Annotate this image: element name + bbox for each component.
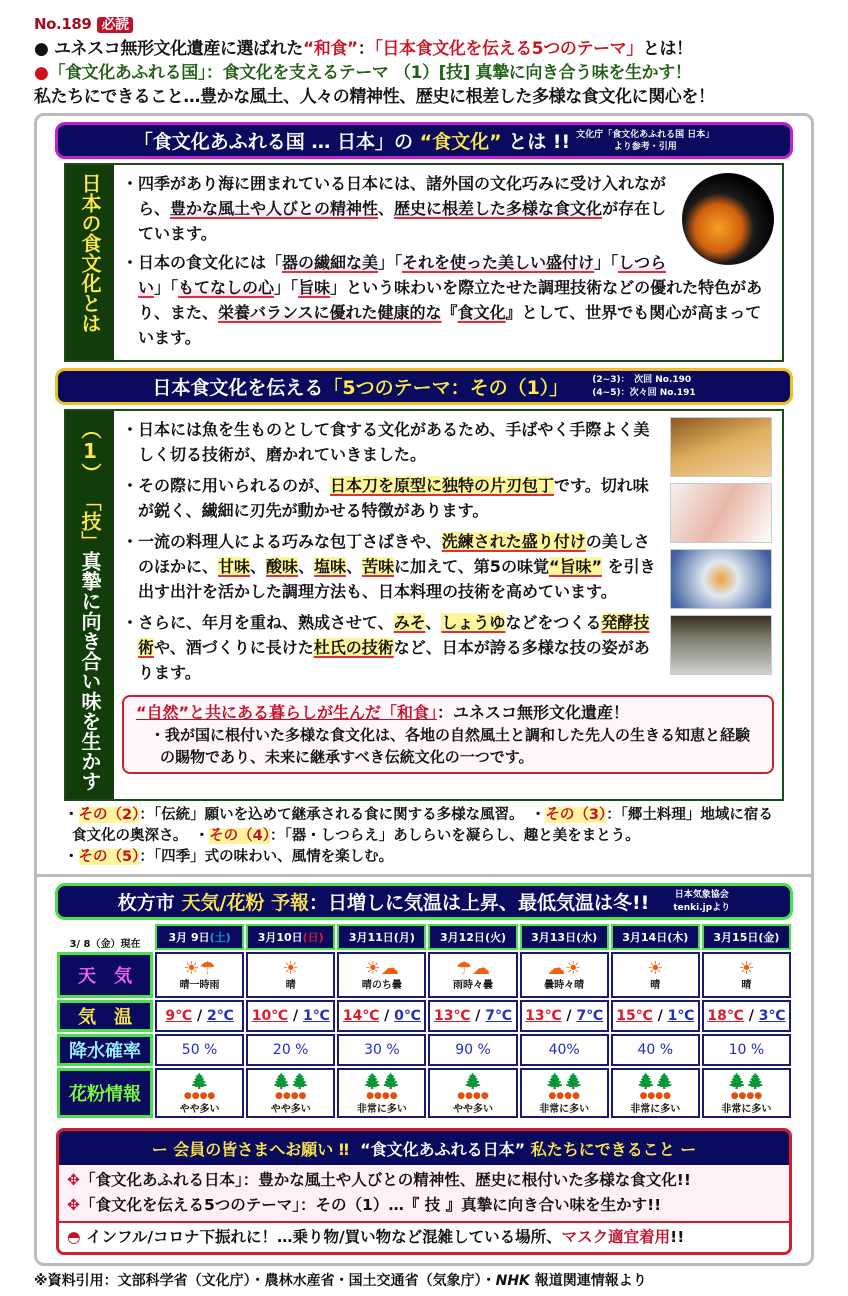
text-segment: 」「: [594, 253, 619, 272]
side-label: [66, 411, 114, 799]
high-temp: 14℃: [342, 1008, 380, 1024]
weather-title-bar: [55, 883, 793, 920]
text-segment: 酸味: [266, 557, 299, 576]
text-segment: その（2）: [78, 807, 140, 823]
weather-cell: [155, 952, 244, 998]
section1-title-bar: [55, 122, 793, 159]
text-segment: 」という味わいを際立たせた調理技術などの優れた特色があり、また、: [138, 278, 763, 322]
weather-icon: ☂☁: [455, 958, 491, 979]
day-of-week: (土): [209, 931, 231, 944]
text-segment: その（5）: [78, 849, 140, 865]
day-of-week: (火): [484, 931, 506, 944]
paragraph: [122, 250, 774, 350]
day-of-week: (木): [667, 931, 689, 944]
number: No.189: [34, 15, 92, 33]
t: “和食”: [302, 39, 358, 59]
source-line: より参考・引用: [613, 141, 677, 152]
date-header: [155, 924, 244, 950]
label-pollen: 花粉情報: [57, 1068, 153, 1118]
temp-cell: 13℃ / 7℃: [520, 1000, 609, 1032]
diamond-icon: ✥: [67, 1171, 80, 1189]
date: 3月14日: [622, 931, 668, 944]
title: とは !!: [508, 131, 571, 153]
text-segment: など、日本が誇る多様な技の姿があります。: [138, 638, 650, 682]
sashimi-plate-image: [670, 549, 772, 609]
weather-row: [57, 952, 791, 998]
day-of-week: (金): [758, 931, 780, 944]
pollen-level-dots: ●●●●: [639, 1091, 671, 1101]
pollen-cell: [520, 1068, 609, 1118]
rain-cell: 20 %: [246, 1034, 335, 1066]
t: 「日本食文化を伝える5つのテーマ」: [374, 39, 643, 59]
pollen-tree-icon: 🌲🌲: [363, 1072, 401, 1090]
text-segment: が存在しています。: [138, 199, 667, 243]
pollen-level: 非常に多い: [356, 1104, 407, 1115]
rain-cell: 30 %: [337, 1034, 426, 1066]
paragraph: [122, 473, 662, 523]
text-segment: 」「: [274, 278, 299, 297]
date-header: [520, 924, 609, 950]
title: 「食文化あふれる国 … 日本」の: [133, 131, 413, 153]
t: ：日増しに気温は上昇、最低気温は冬!!: [309, 892, 650, 914]
paragraph: [122, 529, 662, 604]
t: ※資料引用：文部科学省（文化庁）・農林水産省・国土交通省（気象庁）・: [34, 1273, 496, 1289]
text-segment: ・: [64, 807, 79, 823]
t: 真摯に向き合い味を生かす: [78, 551, 102, 791]
headline-2: [34, 61, 814, 85]
low-temp: 1℃: [303, 1008, 330, 1024]
t: !!: [670, 1228, 685, 1246]
temp-cell: 14℃ / 0℃: [337, 1000, 426, 1032]
pollen-tree-icon: 🌲🌲: [727, 1072, 766, 1090]
label-temp: 気 温: [57, 1000, 153, 1032]
diamond-icon: ✥: [67, 1196, 80, 1214]
headline-1: [34, 37, 814, 61]
t: 私たちにできること ー: [530, 1139, 697, 1159]
text-segment: などをつくる: [505, 613, 602, 632]
low-temp: 2℃: [207, 1008, 234, 1024]
text-segment: ・さらに、年月を重ね、熟成させて、: [122, 613, 394, 632]
t: 「食文化を伝える5つのテーマ」：その（1）…『 技 』真摯に向き合い味を生かす!!: [80, 1196, 662, 1214]
lacquer-bowl-image: [682, 173, 774, 265]
next-issues: [592, 374, 695, 400]
high-temp: 18℃: [707, 1008, 744, 1024]
source-line: 文化庁「食文化あふれる国 日本」: [576, 129, 715, 140]
pollen-cell: [155, 1068, 244, 1118]
t: マスク適宜着用: [561, 1228, 671, 1246]
text-segment: に加えて、第5の味覚: [394, 557, 549, 576]
text-segment: “旨味”: [548, 557, 602, 576]
next: (2~3)： 次回 No.190: [592, 374, 692, 385]
source: [673, 889, 730, 915]
text-segment: 旨味: [298, 278, 331, 297]
text-segment: です。切れ味が鋭く、繊細に刃先が動かせる特徴があります。: [138, 476, 649, 520]
next: (4~5)：次々回 No.191: [592, 387, 696, 398]
t: インフル/コロナ下振れに！…乗り物/買い物など混雑している場所、: [85, 1228, 562, 1246]
request-item: [67, 1168, 781, 1193]
rain-row: [57, 1034, 791, 1066]
pollen-level-dots: ●●●●: [275, 1091, 307, 1101]
divider: [37, 874, 811, 877]
text-segment: しつらい: [138, 253, 667, 297]
text-segment: 塩味: [314, 557, 347, 576]
t: 「食文化あふれる国」：食文化を支えるテーマ （1）[技] 真摯に向き合う味を生かす！: [48, 63, 692, 83]
rain-cell: 40%: [520, 1034, 609, 1066]
text-segment: その（4）: [209, 828, 271, 844]
rain-cell: 40 %: [611, 1034, 700, 1066]
pollen-level: やや多い: [270, 1104, 311, 1115]
pollen-level-dots: ●●●●: [548, 1091, 580, 1101]
paragraph: [122, 417, 662, 467]
weather-icon: ☀: [647, 958, 664, 979]
paragraph: [64, 805, 784, 847]
s: tenki.jpより: [673, 902, 731, 913]
low-temp: 7℃: [485, 1008, 512, 1024]
low-temp: 1℃: [667, 1008, 695, 1024]
text-segment: 、: [298, 557, 315, 576]
text-segment: ：「四季」式の味わい、風情を楽しむ。: [139, 849, 394, 865]
pollen-tree-icon: 🌲: [463, 1072, 483, 1090]
day-of-week: (水): [576, 931, 598, 944]
text-segment: 発酵技術: [138, 613, 650, 657]
request-items: [59, 1165, 789, 1223]
pollen-cell: [702, 1068, 791, 1118]
day-of-week: (月): [393, 931, 415, 944]
pollen-tree-icon: 🌲🌲: [545, 1072, 583, 1090]
t: 天気/花粉 予報: [181, 892, 309, 914]
paragraph: [64, 847, 784, 868]
section2-text: [122, 417, 662, 689]
s: 日本気象協会: [674, 889, 729, 900]
section2-title-bar: [55, 368, 793, 405]
weather-cell: [246, 952, 335, 998]
text-segment: 、: [346, 557, 363, 576]
high-temp: 13℃: [525, 1008, 562, 1024]
date: 3月13日: [531, 931, 577, 944]
text-segment: 甘味: [218, 557, 251, 576]
unesco-box: [122, 695, 774, 774]
t: ● ユネスコ無形文化遺産に選ばれた: [34, 39, 303, 59]
text-segment: みそ: [393, 613, 426, 632]
paragraph: [122, 171, 774, 246]
unesco-body: ・我が国に根付いた多様な食文化は、各地の自然風土と調和した先人の生きる知恵と経験の賜物であり、未来に継承すべき伝統文化の一つです。: [150, 726, 751, 766]
t: とは！: [642, 39, 693, 59]
rain-cell: 50 %: [155, 1034, 244, 1066]
text-segment: 」「: [154, 278, 179, 297]
text-segment: 、: [250, 557, 267, 576]
text-segment: 、: [378, 199, 395, 218]
photo-column: [670, 417, 774, 689]
temp-cell: 13℃ / 7℃: [428, 1000, 517, 1032]
t: 「食文化あふれる日本」：豊かな風土や人びとの精神性、歴史に根付いた多様な食文化!!: [80, 1171, 691, 1189]
condition: 晴: [285, 980, 296, 991]
text-segment: 歴史に根差した多様な食文化: [394, 199, 603, 218]
bullet: ●: [34, 63, 49, 83]
request-box: [56, 1128, 792, 1255]
high-temp: 13℃: [433, 1008, 471, 1024]
text-segment: ・: [64, 849, 79, 865]
pollen-cell: [428, 1068, 517, 1118]
headline-3: 私たちにできること…豊かな風土、人々の精神性、歴史に根差した多様な食文化に関心を！: [34, 87, 715, 107]
date-header: [611, 924, 700, 950]
t: （1）: [78, 419, 102, 483]
text-segment: 器の繊細な美: [282, 253, 379, 272]
label-rain: 降水確率: [57, 1034, 153, 1066]
high-temp: 9℃: [165, 1008, 193, 1024]
t: ー 会員の皆さまへお願い ‼: [151, 1139, 349, 1159]
section2-content: [114, 411, 782, 799]
high-temp: 15℃: [616, 1008, 653, 1024]
condition: 晴: [650, 980, 661, 991]
condition: 晴一時雨: [179, 980, 220, 991]
text-segment: 、: [425, 613, 442, 632]
temp-cell: 10℃ / 1℃: [246, 1000, 335, 1032]
pollen-level-dots: ●●●●: [366, 1091, 398, 1101]
as-of-date: 3/ 8（金）現在: [57, 924, 153, 950]
section2-box: [64, 409, 784, 801]
text-segment: 食文化: [457, 303, 506, 322]
text-segment: の美しさのほかに、: [138, 532, 650, 576]
text-segment: 」「: [378, 253, 403, 272]
weather-icon: ☁☀: [547, 958, 582, 979]
high-temp: 10℃: [251, 1008, 289, 1024]
pollen-tree-icon: 🌲: [190, 1072, 209, 1090]
temp-row: [57, 1000, 791, 1032]
pollen-tree-icon: 🌲🌲: [272, 1072, 310, 1090]
weather-cell: [428, 952, 517, 998]
text-segment: や、酒づくりに長けた: [154, 638, 314, 657]
text-segment: 洗練された盛り付け: [441, 532, 586, 551]
text-segment: 苦味: [362, 557, 395, 576]
text-segment: もてなしの心: [178, 278, 275, 297]
condition: 晴: [741, 980, 752, 991]
date-header: [428, 924, 517, 950]
pollen-level: やや多い: [452, 1104, 493, 1115]
pollen-level: やや多い: [179, 1104, 220, 1115]
rain-cell: 90 %: [428, 1034, 517, 1066]
pollen-cell: [337, 1068, 426, 1118]
t: ：ユネスコ無形文化遺産！: [437, 703, 630, 722]
text-segment: 』として、世界でも関心が高まっています。: [138, 303, 762, 347]
weather-cell: [337, 952, 426, 998]
text-segment: ：「器・しつらえ」あしらいを凝らし、趣と美をまとう。: [270, 828, 640, 844]
weather-cell: [520, 952, 609, 998]
mask-icon: ◓: [67, 1228, 81, 1246]
hands-image: [670, 483, 772, 543]
condition: 曇時々晴: [544, 980, 585, 991]
condition: 晴のち曇: [361, 980, 402, 991]
text-segment: 日本刀を原型に独特の片刃包丁: [330, 476, 555, 495]
pollen-row: [57, 1068, 791, 1118]
request-title: [59, 1131, 789, 1165]
text-segment: ・一流の料理人による巧みな包丁さばきや、: [122, 532, 442, 551]
title: 「5つのテーマ：その（1）」: [323, 377, 569, 399]
pollen-tree-icon: 🌲🌲: [636, 1072, 674, 1090]
brewing-image: [670, 615, 772, 675]
date: 3月12日: [439, 931, 485, 944]
date: 3月11日: [348, 931, 394, 944]
t: 「技」: [78, 491, 102, 551]
pollen-level-dots: ●●●●: [730, 1091, 763, 1101]
date: 3月 9日: [168, 931, 210, 944]
section2-row: [122, 417, 774, 689]
date-header: [337, 924, 426, 950]
date-header: [246, 924, 335, 950]
text-segment: その（3）: [545, 807, 607, 823]
weather-table: [55, 922, 793, 1120]
side-label: 日本の食文化とは: [66, 165, 114, 360]
issue-number: [34, 12, 814, 37]
date-header-row: [57, 924, 791, 950]
source: [576, 129, 714, 153]
rain-cell: 10 %: [702, 1034, 791, 1066]
must-read-badge: 必読: [97, 17, 132, 33]
weather-icon: ☀: [282, 958, 299, 979]
condition: 雨時々曇: [452, 980, 493, 991]
t: 報道関連情報より: [534, 1273, 647, 1289]
weather-icon: ☀☁: [364, 958, 399, 979]
text-segment: それを使った美しい盛付け: [402, 253, 595, 272]
pollen-level-dots: ●●●●: [183, 1091, 216, 1101]
low-temp: 7℃: [576, 1008, 604, 1024]
text-segment: ・その際に用いられるのが、: [122, 476, 331, 495]
text-segment: 『: [441, 303, 458, 322]
request-item-mask: [59, 1223, 789, 1252]
text-segment: ・四季があり海に囲まれている日本には、諸外国の文化巧みに受け入れながら、: [122, 174, 667, 218]
text-segment: ：「伝統」願いを込めて継承される食に関する多様な風習。 ・: [139, 807, 546, 823]
pollen-level: 非常に多い: [721, 1104, 772, 1115]
footer-sources: [34, 1270, 814, 1290]
temp-cell: 9℃ / 2℃: [155, 1000, 244, 1032]
weather-icon: ☀: [738, 958, 755, 979]
label-weather: 天 気: [57, 952, 153, 998]
date: 3月10日: [257, 931, 303, 944]
date-header: [702, 924, 791, 950]
section1-text: [114, 165, 782, 360]
weather-cell: [611, 952, 700, 998]
text-segment: 栄養バランスに優れた健康的な: [218, 303, 442, 322]
paragraph: [122, 610, 662, 685]
title: 日本食文化を伝える: [152, 377, 324, 399]
pollen-cell: [246, 1068, 335, 1118]
low-temp: 0℃: [394, 1008, 421, 1024]
text-segment: ・日本の食文化には「: [122, 253, 283, 272]
date: 3月15日: [713, 931, 759, 944]
main-panel: [34, 113, 814, 1266]
section1-box: [64, 163, 784, 362]
nhk-logo: NHK: [495, 1273, 530, 1289]
pollen-level-dots: ●●●●: [457, 1091, 489, 1101]
t: 枚方市: [117, 892, 175, 914]
low-temp: 3℃: [758, 1008, 786, 1024]
text-segment: 豊かな風土や人びとの精神性: [170, 199, 379, 218]
text-segment: ・日本には魚を生ものとして食する文化があるため、手ばやく手際よく美しく切る技術が、磨かれていきました。: [122, 420, 650, 464]
t: “自然”と共にある暮らしが生んだ「和食」: [136, 703, 438, 722]
temp-cell: 15℃ / 1℃: [611, 1000, 700, 1032]
title: “食文化”: [419, 131, 502, 153]
text-segment: を引き出す出汁を活かした調理方法も、日本料理の技術を高めています。: [138, 557, 656, 601]
text-segment: 杜氏の技術: [313, 638, 394, 657]
other-themes: [64, 805, 784, 868]
day-of-week: (日): [302, 931, 324, 944]
text-segment: しょうゆ: [441, 613, 506, 632]
knife-cutting-image: [670, 417, 772, 477]
text-segment: ：「郷土料理」地域に宿る食文化の奥深さ。 ・: [72, 807, 773, 844]
pollen-level: 非常に多い: [539, 1104, 590, 1115]
weather-cell: [702, 952, 791, 998]
t: “食文化あふれる日本”: [360, 1139, 526, 1159]
weather-icon: ☀☂: [183, 958, 216, 979]
pollen-level: 非常に多い: [630, 1104, 681, 1115]
pollen-cell: [611, 1068, 700, 1118]
request-item: [67, 1193, 781, 1218]
t: ：: [357, 39, 375, 59]
temp-cell: 18℃ / 3℃: [702, 1000, 791, 1032]
